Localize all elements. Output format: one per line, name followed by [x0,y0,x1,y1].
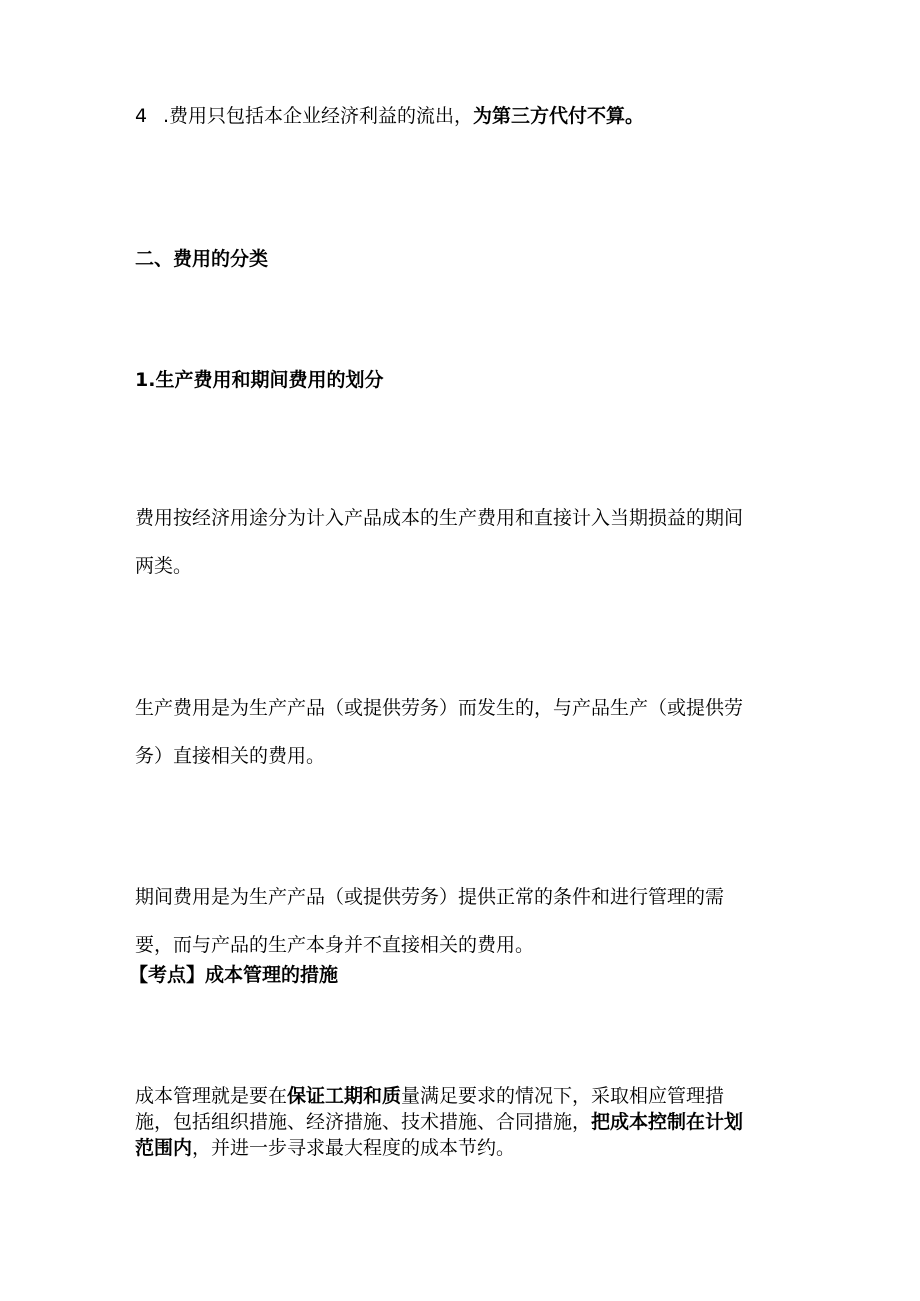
paragraph-cost-management-line-3 [135,1136,515,1160]
item-text: .费用只包括本企业经济利益的流出， [163,105,474,127]
item-text-emphasis: 为第三方代付不算。 [473,105,645,127]
subsection-heading-division: 1.生产费用和期间费用的划分 [135,369,384,391]
exam-point-heading: 【考点】成本管理的措施 [129,964,339,986]
text-emphasis: 范围内 [135,1137,193,1159]
paragraph-production-cost-line-1: 生产费用是为生产产品（或提供劳务）而发生的，与产品生产（或提供劳 [135,697,744,719]
paragraph-period-cost-line-1: 期间费用是为生产产品（或提供劳务）提供正常的条件和进行管理的需 [135,886,725,908]
text-emphasis: 保证工期和质 [287,1085,402,1107]
item-4 [135,104,644,128]
paragraph-cost-management-line-2 [135,1110,743,1134]
paragraph-cost-management-line-1 [135,1084,724,1108]
paragraph-classification-line-2: 两类。 [135,555,193,577]
text-segment: 量满足要求的情况下，采取相应管理措 [401,1085,725,1107]
section-heading-classification: 二、费用的分类 [135,248,269,270]
paragraph-classification-line-1: 费用按经济用途分为计入产品成本的生产费用和直接计入当期损益的期间 [135,507,744,529]
text-emphasis: 把成本控制在计划 [591,1111,744,1133]
item-number: 4 [135,105,148,127]
text-segment: ，并进一步寻求最大程度的成本节约。 [192,1137,516,1159]
paragraph-period-cost-line-2: 要，而与产品的生产本身并不直接相关的费用。 [135,934,535,956]
text-segment: 成本管理就是要在 [135,1085,288,1107]
paragraph-production-cost-line-2: 务）直接相关的费用。 [135,745,326,767]
text-segment: 施，包括组织措施、经济措施、技术措施、合同措施， [135,1111,592,1133]
